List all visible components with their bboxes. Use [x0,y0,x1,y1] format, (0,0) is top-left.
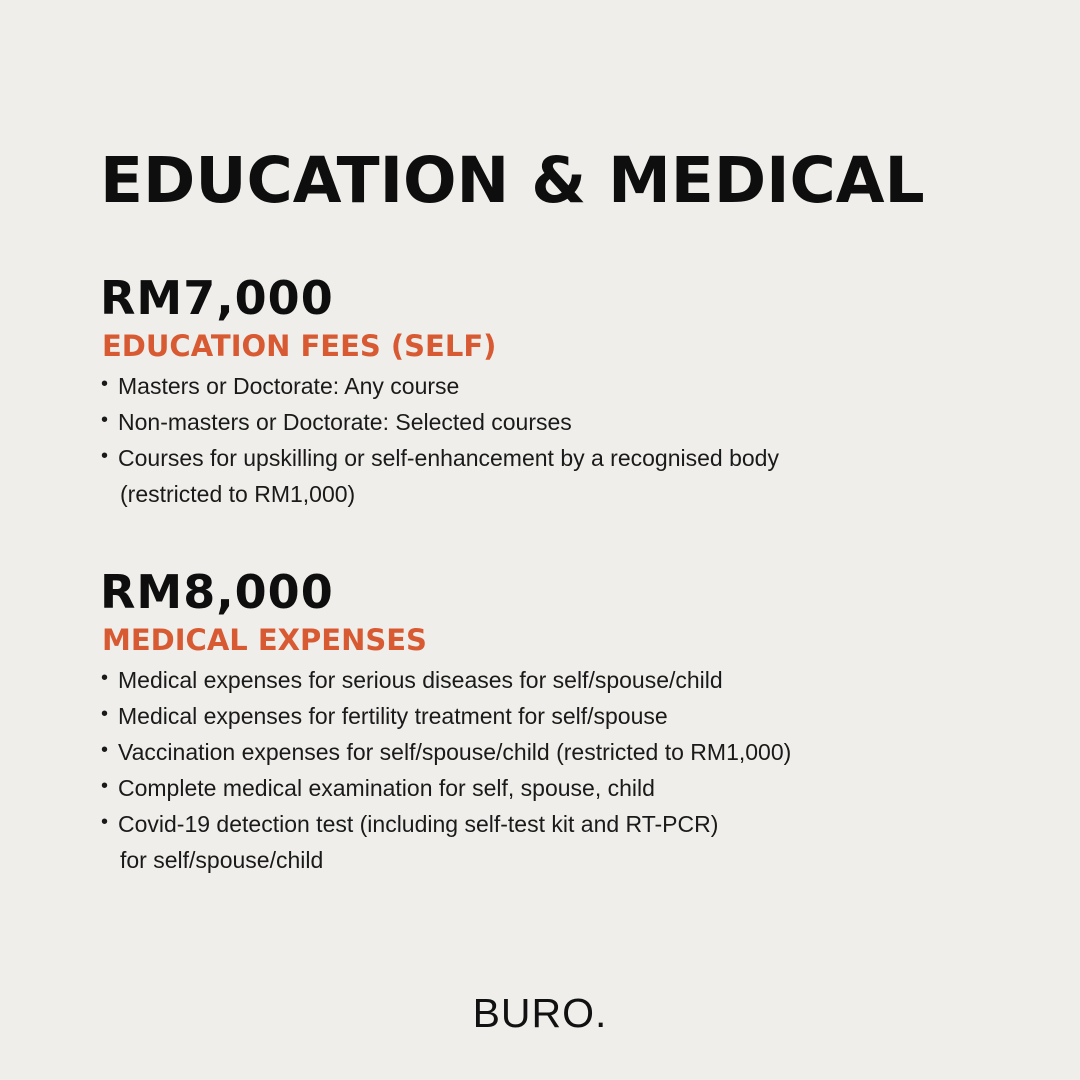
list-item [100,770,980,806]
bullet-icon: • [101,811,109,833]
list-item [100,698,980,734]
bullet-icon: • [101,739,109,761]
medical-amount: RM8,000 [100,565,334,619]
list-item [100,806,980,878]
list-item-text: Complete medical examination for self, spouse, child [118,775,655,801]
brand-logo: BURO. [472,990,608,1036]
education-section [100,268,980,512]
list-item [100,404,980,440]
bullet-icon: • [101,409,109,431]
education-amount: RM7,000 [100,271,334,325]
medical-section [100,562,980,878]
list-item-text: Vaccination expenses for self/spouse/child (restricted to RM1,000) [118,739,792,765]
list-item [100,368,980,404]
list-item-text: Non-masters or Doctorate: Selected courses [118,409,572,435]
bullet-icon: • [101,667,109,689]
bullet-icon: • [101,373,109,395]
list-item-text: Covid-19 detection test (including self-test kit and RT-PCR) [118,811,719,837]
medical-category: MEDICAL EXPENSES [102,623,427,657]
list-item-text: Courses for upskilling or self-enhancement by a recognised body [118,445,779,471]
list-item-text: Medical expenses for fertility treatment for self/spouse [118,703,668,729]
list-item-text: Masters or Doctorate: Any course [118,373,460,399]
list-item [100,440,980,512]
page-title: EDUCATION & MEDICAL [100,144,925,217]
list-item-continuation: (restricted to RM1,000) [120,481,356,507]
list-item [100,662,980,698]
list-item-continuation: for self/spouse/child [120,847,324,873]
list-item-text: Medical expenses for serious diseases for self/spouse/child [118,667,723,693]
bullet-icon: • [101,703,109,725]
education-category: EDUCATION FEES (SELF) [102,329,497,363]
medical-item-list [100,662,980,878]
education-item-list [100,368,980,512]
list-item [100,734,980,770]
bullet-icon: • [101,445,109,467]
bullet-icon: • [101,775,109,797]
